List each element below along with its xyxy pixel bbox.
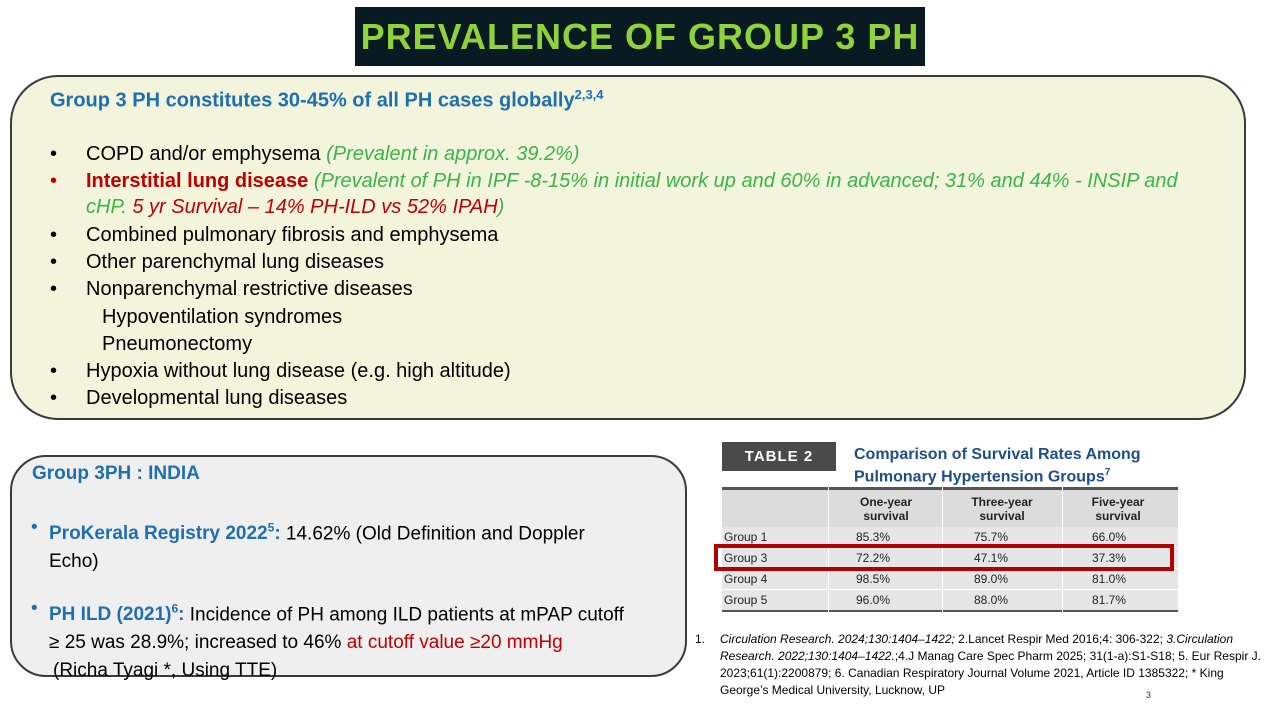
global-heading: Group 3 PH constitutes 30-45% of all PH cases globally$^{2,3,4}$ <box>50 87 604 112</box>
bullet-ild: • Interstitial lung disease (Prevalent of PH in IPF -8-15% in initial work up and 60% in advanced; 31% and 44% - INSIP and cHP. 5 yr Survival – 14% PH-ILD vs 52% IPAH) <box>50 170 1178 218</box>
global-prevalence-box <box>10 75 1246 420</box>
india-item-prokerala: • ProKerala Registry 2022$^5$: 14.62% (Old Definition and Doppler Echo) <box>31 517 585 573</box>
bullet-nonparenchymal: • Nonparenchymal restrictive diseases <box>50 278 413 300</box>
sub-hypoventilation: Hypoventilation syndromes <box>102 306 343 328</box>
survival-table <box>722 442 1180 614</box>
sub-pneumonectomy: Pneumonectomy <box>102 333 253 355</box>
table-row: Group 1 85.3% 75.7% 66.0% <box>722 527 1178 548</box>
references: 1. Circulation Research. 2024;130:1404–1422; 2.Lancet Respir Med 2016;4: 306-322; 3.Circulation Research. 2022;130:1404–1422.;4.J Manag Care Spec Pharm 2025; 31(1-a):S1-S18; 5. Eur Respir J. 2023;61(1):2200879; 6. Canadian Respiratory Journal Volume 2021, Article ID 1385322; * King George’s Medical University, Lucknow, UP <box>695 632 1261 697</box>
table-row: Group 5 96.0% 88.0% 81.7% <box>722 590 1178 612</box>
bullet-developmental: • Developmental lung diseases <box>50 387 348 409</box>
header-three-year: Three-year survival <box>971 495 1033 523</box>
title-banner <box>355 7 925 66</box>
page-title: PREVALENCE OF GROUP 3 PH <box>360 15 920 57</box>
india-item-ph-ild: • PH ILD $(2021)^6$: Incidence of PH among ILD patients at mPAP cutoff ≥ 25 was 28.9%; increased to 46% at cutoff value ≥20 mmHg (Richa Tyagi *, Using TTE) <box>31 598 624 682</box>
bullet-cpfe: • Combined pulmonary fibrosis and emphysema <box>50 224 499 246</box>
bullet-hypoxia: • Hypoxia without lung disease (e.g. high altitude) <box>50 360 511 382</box>
table-row: Group 4 98.5% 89.0% 81.0% <box>722 569 1178 590</box>
table-caption: Comparison of Survival Rates Among Pulmonary Hypertension Groups$^7$ <box>854 446 1141 486</box>
header-one-year: One-year survival <box>859 495 913 523</box>
page-number: 3 <box>1146 690 1152 700</box>
india-title: Group 3PH : INDIA <box>32 463 200 484</box>
table-tag: TABLE 2 <box>722 442 836 471</box>
bullet-other-parenchymal: • Other parenchymal lung diseases <box>50 251 384 273</box>
table-header-row <box>722 487 1178 530</box>
india-box <box>10 455 687 682</box>
header-five-year: Five-year survival <box>1091 495 1145 523</box>
group3-highlight-box <box>714 544 1174 571</box>
table-row-highlighted: Group 3 72.2% 47.1% 37.3% <box>722 548 1178 569</box>
bullet-copd: • COPD and/or emphysema (Prevalent in approx. 39.2%) <box>50 143 580 165</box>
